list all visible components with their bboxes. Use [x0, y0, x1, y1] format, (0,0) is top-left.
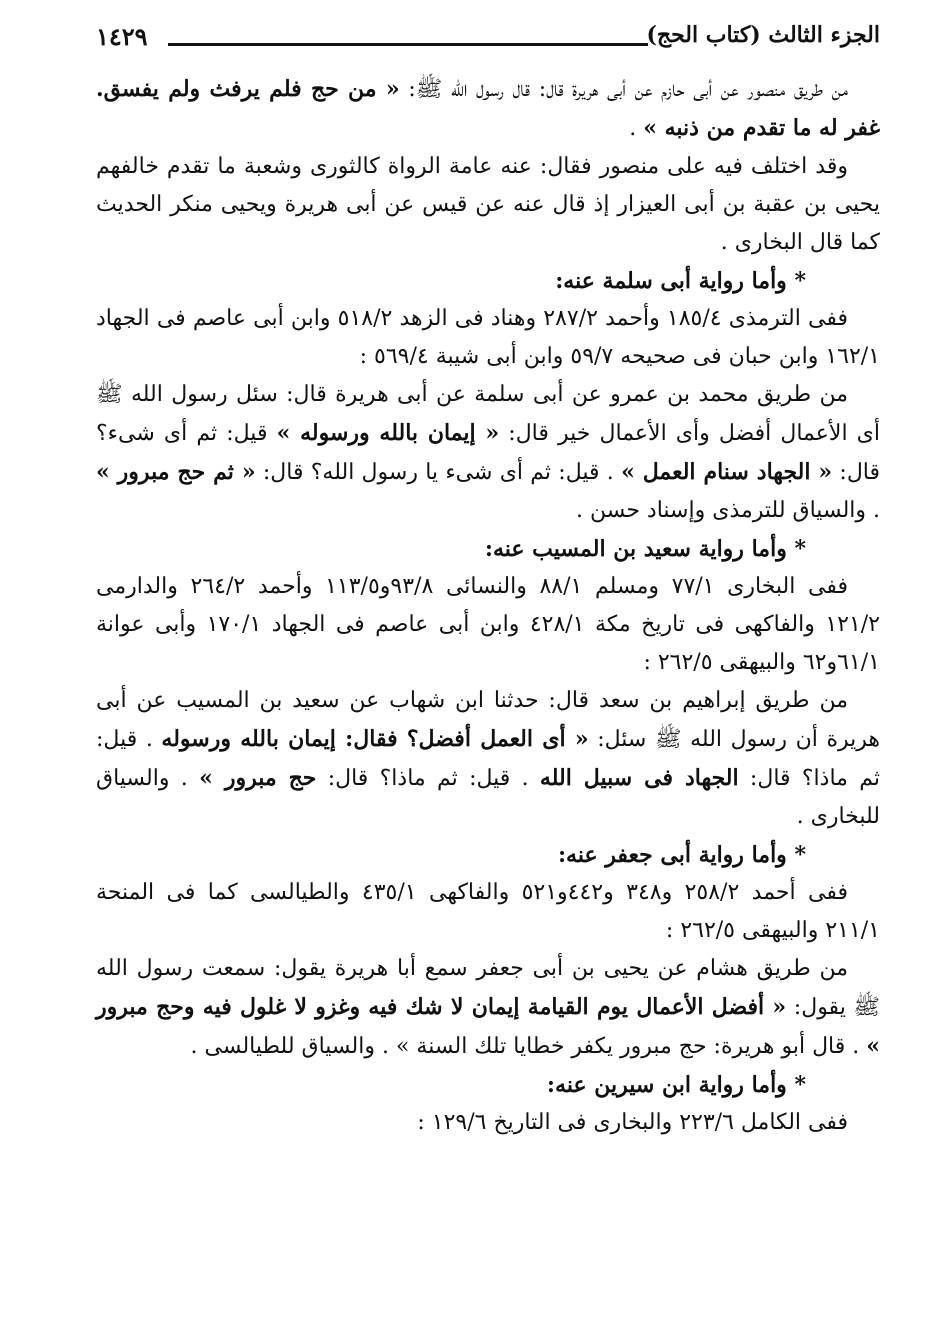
- paragraph-abu-jafar-sources: [96, 874, 880, 950]
- heading-text: وأما رواية ابن سيرين عنه:: [546, 1072, 787, 1098]
- hadith-quote: الجهاد فى سبيل الله: [539, 765, 739, 791]
- hadith-quote: « من حج فلم يرفث ولم يفسق. غفر له ما تقدم من ذنبه »: [96, 76, 880, 141]
- paragraph-abu-jafar-route: [96, 950, 880, 1066]
- paragraph-ikhtilaf: [96, 148, 880, 262]
- text-run: . والسياق للبخارى .: [96, 766, 880, 829]
- paragraph-ibn-sirin-sources: [96, 1104, 880, 1142]
- paragraph-abu-salama-sources: [96, 300, 880, 376]
- text-run: . والسياق للترمذى وإسناد حسن .: [575, 498, 880, 523]
- star-bullet: *: [794, 268, 806, 294]
- page-body: [96, 70, 880, 1142]
- text-run: وقد اختلف فيه على منصور فقال: عنه عامة الرواة كالثورى وشعبة ما تقدم خالفهم يحيى بن عقبة بن أبى العيزار إذ قال عنه عن قيس عن أبى هريرة ويحيى منكر الحديث كما قال البخارى .: [96, 154, 880, 255]
- book-page: [96, 22, 880, 1142]
- running-title: الجزء الثالث (كتاب الحج): [646, 22, 880, 48]
- section-heading-abu-salama: [96, 262, 880, 300]
- text-run: . قال أبو هريرة: حج مبرور يكفر خطايا تلك السنة » . والسياق للطيالسى .: [190, 1034, 867, 1059]
- heading-text: وأما رواية سعيد بن المسيب عنه:: [484, 536, 787, 562]
- text-run: . قيل: ثم أى شىء يا رسول الله؟ قال:: [255, 460, 622, 485]
- hadith-quote: « أى العمل أفضل؟ فقال: إيمان بالله ورسوله: [161, 726, 589, 752]
- text-run: ففى الكامل ٢٢٣/٦ والبخارى فى التاريخ ١٢٩/٦ :: [417, 1110, 848, 1135]
- paragraph-abu-salama-route: [96, 376, 880, 530]
- text-run: قيل: ثم أى شىء؟ قال:: [96, 421, 881, 485]
- paragraph-mansur-route: [96, 70, 880, 148]
- text-run: . قيل: ثم ماذا؟ قال:: [96, 727, 880, 791]
- page-number: ١٤٢٩: [96, 22, 148, 51]
- text-run: من طريق إبراهيم بن سعد قال: حدثنا ابن شهاب عن سعيد بن المسيب عن أبى هريرة أن رسول الله ﷺ سئل:: [96, 688, 880, 752]
- heading-text: وأما رواية أبى جعفر عنه:: [557, 842, 787, 868]
- section-heading-ibn-sirin: [96, 1066, 880, 1104]
- text-run: من طريق هشام عن يحيى بن أبى جعفر سمع أبا هريرة يقول: سمعت رسول الله ﷺ يقول:: [96, 956, 880, 1020]
- hadith-quote: « ثم حج مبرور »: [96, 459, 256, 485]
- hadith-quote: حج مبرور »: [199, 765, 317, 791]
- paragraph-ibn-musayyib-route: [96, 682, 880, 836]
- heading-text: وأما رواية أبى سلمة عنه:: [555, 268, 787, 294]
- text-run: ففى البخارى ٧٧/١ ومسلم ٨٨/١ والنسائى ٩٣/٨و١١٣/٥ وأحمد ٢٦٤/٢ والدارمى ١٢١/٢ والفاكهى فى تاريخ مكة ٤٢٨/١ وابن أبى عاصم فى الجهاد ١٧٠/١ وأبى عوانة ٦١/١و٦٢ والبيهقى ٢٦٢/٥ :: [96, 574, 880, 675]
- star-bullet: *: [794, 1072, 806, 1098]
- section-heading-ibn-musayyib: [96, 530, 880, 568]
- text-run: ففى الترمذى ١٨٥/٤ وأحمد ٢٨٧/٢ وهناد فى الزهد ٥١٨/٢ وابن أبى عاصم فى الجهاد ١٦٢/١ وابن حبان فى صحيحه ٥٩/٧ وابن أبى شيبة ٥٦٩/٤ :: [96, 306, 880, 369]
- text-run: . قيل: ثم ماذا؟ قال:: [316, 766, 540, 791]
- paragraph-ibn-musayyib-sources: [96, 568, 880, 682]
- section-heading-abu-jafar: [96, 836, 880, 874]
- page-header: [96, 22, 880, 70]
- hadith-quote: « أفضل الأعمال يوم القيامة إيمان لا شك فيه وغزو لا غلول فيه وحج مبرور »: [96, 994, 880, 1059]
- star-bullet: *: [794, 842, 806, 868]
- text-run: ففى أحمد ٢٥٨/٢ و٣٤٨ و٤٤٢و٥٢١ والفاكهى ٤٣٥/١ والطيالسى كما فى المنحة ٢١١/١ والبيهقى ٢٦٢/٥ :: [96, 880, 880, 943]
- hadith-quote: « الجهاد سنام العمل »: [621, 459, 833, 485]
- text-run: .: [629, 116, 644, 141]
- text-run: من طريق منصور عن أبى حازم عن أبى هريرة قال: قال رسول الله ﷺ:: [399, 77, 848, 102]
- text-run: من طريق محمد بن عمرو عن أبى سلمة عن أبى هريرة قال: سئل رسول الله ﷺ أى الأعمال أفضل وأى الأعمال خير قال:: [96, 382, 880, 446]
- header-rule: [168, 43, 648, 46]
- star-bullet: *: [794, 536, 806, 562]
- hadith-quote: « إيمان بالله ورسوله »: [276, 420, 500, 446]
